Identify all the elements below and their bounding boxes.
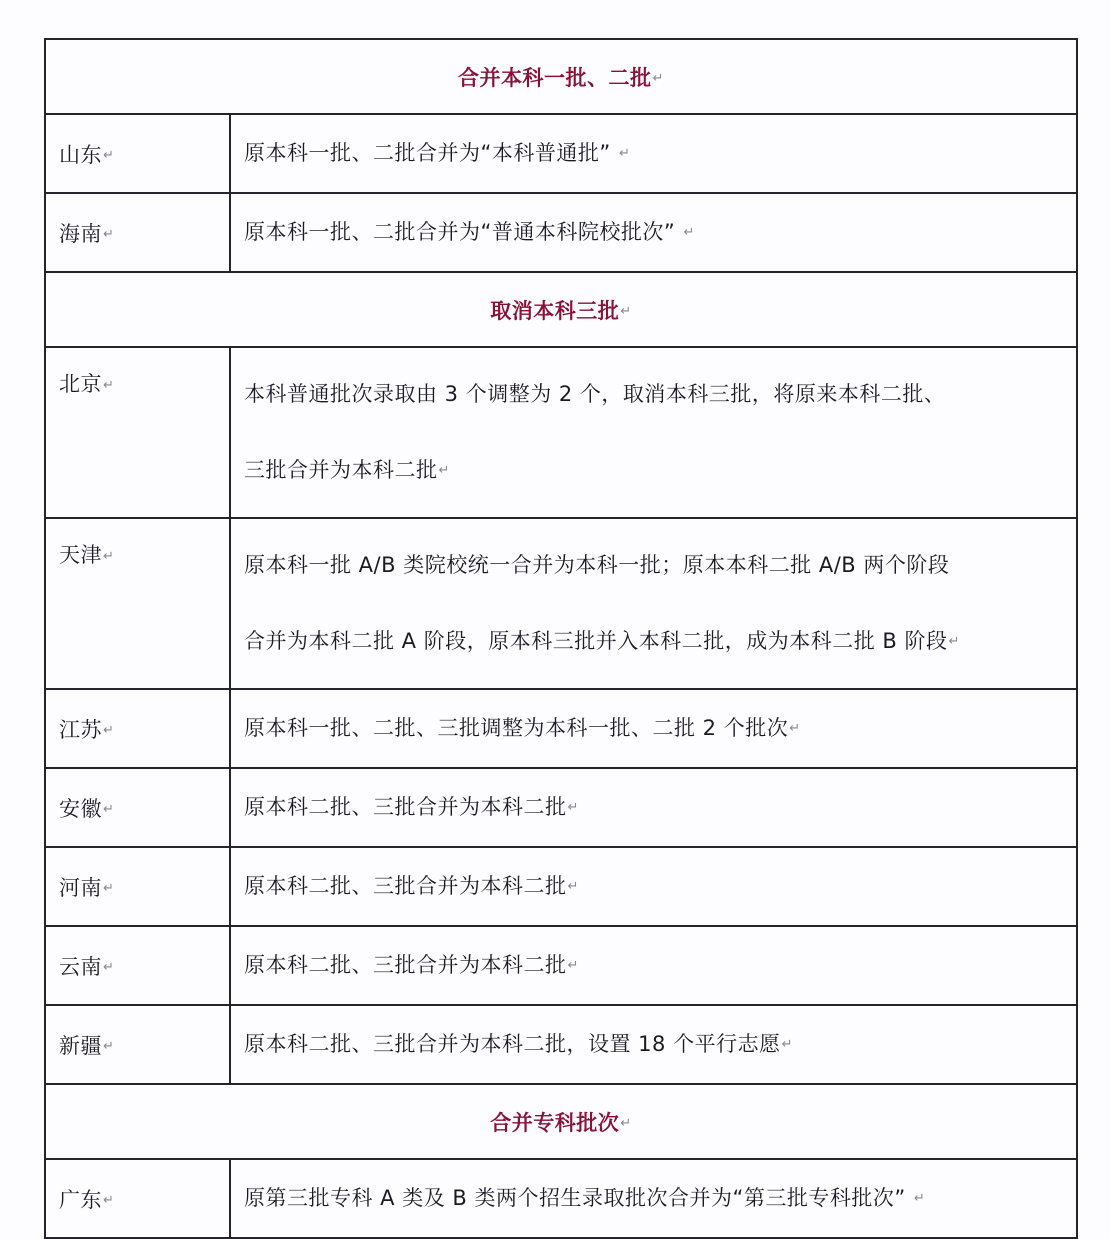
province-name: 安徽 xyxy=(59,796,102,821)
table-row xyxy=(45,518,1077,689)
section-title-text: 合并本科一批、二批 xyxy=(458,65,652,90)
province-name: 天津 xyxy=(59,543,102,567)
description-line: 原本科一批 A/B 类院校统一合并为本科一批；原本本科二批 A/B 两个阶段 xyxy=(244,553,950,577)
paragraph-mark-icon: ↵ xyxy=(618,146,631,161)
paragraph-mark-icon: ↵ xyxy=(438,463,450,478)
paragraph-mark-icon: ↵ xyxy=(948,634,960,649)
section-title-text: 取消本科三批 xyxy=(490,298,620,323)
description-text: 原第三批专科 A 类及 B 类两个招生录取批次合并为“第三批专科批次” xyxy=(244,1186,906,1210)
paragraph-mark-icon: ↵ xyxy=(913,1191,926,1206)
table-row xyxy=(45,1005,1077,1084)
table-row xyxy=(45,689,1077,768)
province-name: 北京 xyxy=(59,372,102,396)
paragraph-mark-icon: ↵ xyxy=(103,548,115,564)
section-title-merge-first-second xyxy=(45,39,1077,114)
description-line: 本科普通批次录取由 3 个调整为 2 个，取消本科三批，将原来本科二批、 xyxy=(244,382,946,406)
paragraph-mark-icon: ↵ xyxy=(652,71,664,86)
province-name: 山东 xyxy=(59,142,102,167)
paragraph-mark-icon: ↵ xyxy=(103,723,115,738)
section-header-row xyxy=(45,1084,1077,1159)
paragraph-mark-icon: ↵ xyxy=(103,802,115,817)
description-text: 原本科二批、三批合并为本科二批 xyxy=(244,874,567,898)
description-cell xyxy=(230,193,1077,272)
description-text: 三批合并为本科二批 xyxy=(244,458,438,482)
description-cell xyxy=(230,114,1077,193)
province-cell xyxy=(45,768,230,847)
province-cell xyxy=(45,1159,230,1238)
province-name: 云南 xyxy=(59,954,102,979)
paragraph-mark-icon: ↵ xyxy=(103,377,115,393)
paragraph-mark-icon: ↵ xyxy=(103,881,115,896)
description-cell xyxy=(230,1005,1077,1084)
paragraph-mark-icon: ↵ xyxy=(103,1193,115,1208)
paragraph-mark-icon: ↵ xyxy=(103,148,115,163)
section-header-row xyxy=(45,272,1077,347)
description-cell xyxy=(230,926,1077,1005)
section-title-text: 合并专科批次 xyxy=(490,1110,620,1135)
description-line xyxy=(244,194,1070,271)
description-line xyxy=(244,432,1070,509)
paragraph-mark-icon: ↵ xyxy=(620,304,632,319)
description-line xyxy=(244,603,1070,680)
table-row xyxy=(45,347,1077,518)
province-cell xyxy=(45,347,230,518)
paragraph-mark-icon: ↵ xyxy=(620,1116,632,1131)
section-header-row xyxy=(45,39,1077,114)
description-line xyxy=(244,115,1070,192)
province-cell xyxy=(45,518,230,689)
paragraph-mark-icon: ↵ xyxy=(683,225,695,240)
description-text: 原本科一批、二批合并为“普通本科院校批次” xyxy=(244,220,676,244)
table-row xyxy=(45,847,1077,926)
description-cell xyxy=(230,1159,1077,1238)
paragraph-mark-icon: ↵ xyxy=(567,958,579,973)
province-cell xyxy=(45,847,230,926)
province-cell xyxy=(45,1005,230,1084)
province-cell xyxy=(45,114,230,193)
section-title-cancel-third xyxy=(45,272,1077,347)
table-row xyxy=(45,1159,1077,1238)
province-name: 河南 xyxy=(59,875,102,900)
description-line xyxy=(244,848,1070,925)
province-name: 海南 xyxy=(59,221,102,246)
province-name: 新疆 xyxy=(59,1033,102,1058)
paragraph-mark-icon: ↵ xyxy=(789,721,801,736)
province-cell xyxy=(45,193,230,272)
paragraph-mark-icon: ↵ xyxy=(103,960,115,975)
province-cell xyxy=(45,689,230,768)
paragraph-mark-icon: ↵ xyxy=(781,1037,793,1052)
paragraph-mark-icon: ↵ xyxy=(567,879,579,894)
paragraph-mark-icon: ↵ xyxy=(103,227,115,242)
description-line xyxy=(244,1006,1070,1083)
description-cell xyxy=(230,347,1077,518)
description-cell xyxy=(230,689,1077,768)
description-text: 原本科二批、三批合并为本科二批 xyxy=(244,953,567,977)
province-name: 江苏 xyxy=(59,717,102,742)
description-line xyxy=(244,1160,1070,1237)
table-row xyxy=(45,926,1077,1005)
table-row xyxy=(45,193,1077,272)
description-text: 合并为本科二批 A 阶段，原本科三批并入本科二批，成为本科二批 B 阶段 xyxy=(244,629,948,653)
province-name: 广东 xyxy=(59,1187,102,1212)
description-cell xyxy=(230,768,1077,847)
table-row xyxy=(45,114,1077,193)
description-line xyxy=(244,769,1070,846)
description-text: 原本科一批、二批、三批调整为本科一批、二批 2 个批次 xyxy=(244,716,789,740)
batch-merge-table xyxy=(44,38,1078,1239)
description-cell xyxy=(230,518,1077,689)
description-line xyxy=(244,927,1070,1004)
description-text: 原本科二批、三批合并为本科二批，设置 18 个平行志愿 xyxy=(244,1032,781,1056)
paragraph-mark-icon: ↵ xyxy=(567,800,579,815)
section-title-merge-vocational xyxy=(45,1084,1077,1159)
paragraph-mark-icon: ↵ xyxy=(103,1039,115,1054)
description-text: 原本科一批、二批合并为“本科普通批” xyxy=(244,141,611,165)
description-cell xyxy=(230,847,1077,926)
description-text: 原本科二批、三批合并为本科二批 xyxy=(244,795,567,819)
description-line xyxy=(244,690,1070,767)
province-cell xyxy=(45,926,230,1005)
table-row xyxy=(45,768,1077,847)
